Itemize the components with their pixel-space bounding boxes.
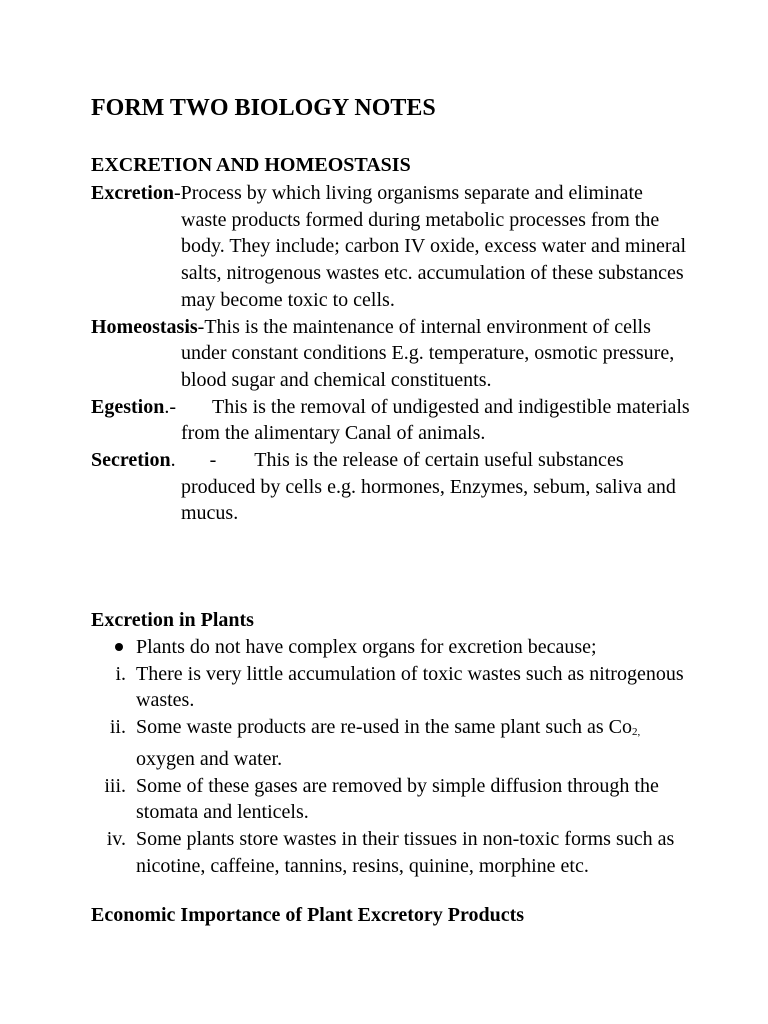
term-homeostasis: Homeostasis	[91, 315, 198, 338]
list-item	[91, 826, 691, 879]
separator: -	[197, 315, 205, 338]
bullet-item	[91, 634, 691, 661]
definition-text: This is the release of certain useful substances produced by cells e.g. hormones, Enzymes, sebum, saliva and mucus.	[181, 449, 676, 525]
document-title: FORM TWO BIOLOGY NOTES	[91, 95, 436, 121]
definition-text: This is the maintenance of internal environment of cells under constant conditions E.g. temperature, osmotic pressure, blood sugar and chemical constituents.	[181, 315, 675, 391]
section-heading-excretion-in-plants: Excretion in Plants	[91, 609, 254, 631]
list-marker: iii.	[104, 774, 126, 797]
section-heading-excretion-homeostasis: EXCRETION AND HOMEOSTASIS	[91, 154, 411, 176]
list-item-text: Some of these gases are removed by simple diffusion through the stomata and lenticels.	[136, 774, 659, 824]
separator: -	[173, 182, 181, 204]
section-heading-economic-importance: Economic Importance of Plant Excretory Products	[91, 904, 525, 926]
list-item	[91, 714, 691, 772]
separator: .-	[164, 395, 177, 418]
list-item-text: Some waste products are re-used in the same plant such as Co	[136, 716, 632, 739]
list-item-text-after: oxygen and water.	[136, 747, 283, 770]
list-marker: iv.	[106, 827, 126, 850]
definition-secretion	[91, 447, 691, 527]
separator-period: .	[170, 449, 176, 472]
list-item-text: Some plants store wastes in their tissues in non-toxic forms such as nicotine, caffeine, tannins, resins, quinine, morphine etc.	[136, 827, 675, 877]
definition-text: Process by which living organisms separate and eliminate waste products formed during metabolic processes from the body. They include; carbon IV oxide, excess water and mineral salts, nitrogenous wastes etc. accumulation of these substances may become toxic to cells.	[180, 182, 687, 311]
term-egestion: Egestion	[91, 395, 165, 418]
separator-dash: -	[209, 449, 217, 472]
list-item	[91, 773, 691, 826]
definitions-list	[91, 180, 691, 527]
list-marker: ii.	[109, 716, 126, 739]
definition-egestion	[91, 394, 691, 447]
definition-excretion	[91, 180, 691, 314]
term-secretion: Secretion	[91, 449, 171, 472]
subscript: 2,	[631, 726, 641, 739]
list-item-text: There is very little accumulation of toxic wastes such as nitrogenous wastes.	[136, 662, 684, 712]
bullet-text: Plants do not have complex organs for excretion because;	[136, 636, 597, 658]
plants-list	[91, 634, 691, 879]
definition-text: This is the removal of undigested and indigestible materials from the alimentary Canal of animals.	[181, 395, 690, 445]
bullet-icon	[115, 643, 123, 651]
term-excretion: Excretion	[91, 182, 174, 204]
list-item	[91, 661, 691, 714]
list-marker: i.	[115, 662, 126, 685]
definition-homeostasis	[91, 314, 691, 394]
